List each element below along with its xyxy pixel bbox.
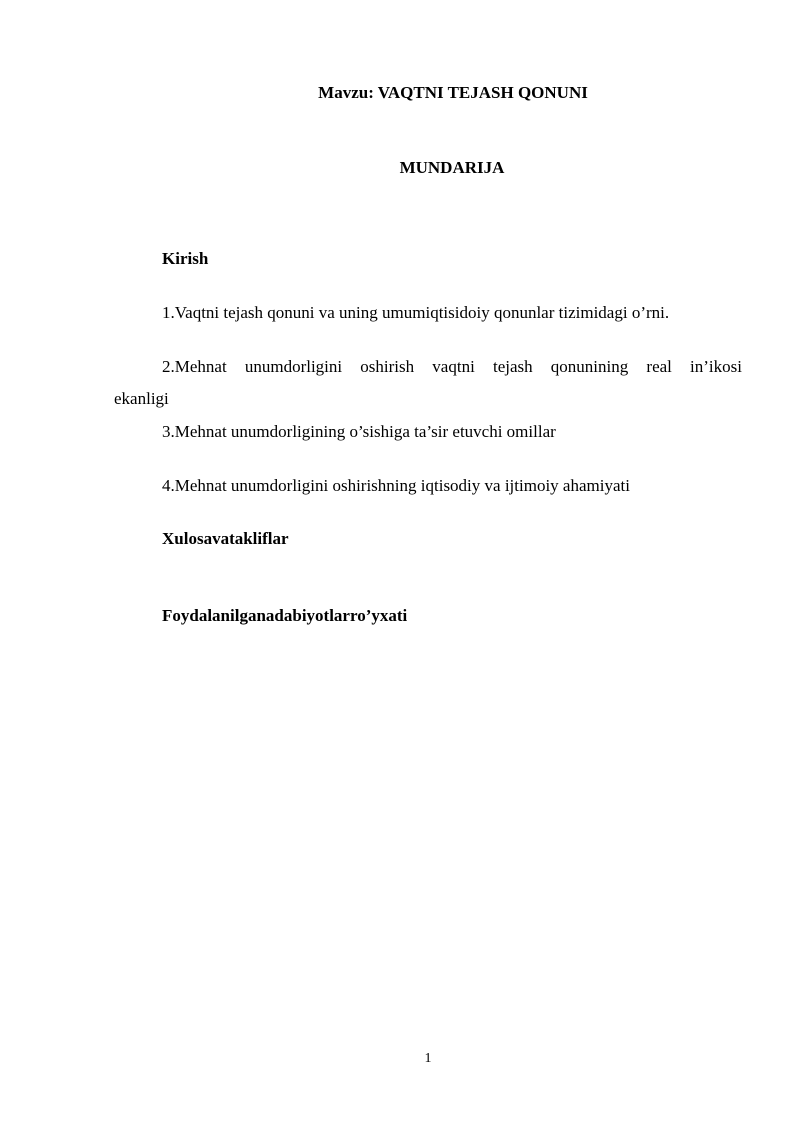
toc-entry-intro: Kirish	[162, 249, 209, 268]
toc-entry-conclusion: Xulosavatakliflar	[162, 529, 289, 548]
toc-entry-3: 3.Mehnat unumdorligining o’sishiga ta’sir etuvchi omillar	[162, 422, 556, 441]
toc-entry-references: Foydalanilganadabiyotlarro’yxati	[162, 606, 408, 625]
page-number: 1	[424, 1051, 432, 1066]
document-topic: Mavzu: VAQTNI TEJASH QONUNI	[318, 83, 588, 102]
contents-heading: MUNDARIJA	[399, 158, 505, 177]
toc-entry-4: 4.Mehnat unumdorligini oshirishning iqtisodiy va ijtimoiy ahamiyati	[162, 476, 630, 495]
toc-entry-1: 1.Vaqtni tejash qonuni va uning umumiqtisidoiy qonunlar tizimidagi o’rni.	[162, 303, 670, 322]
toc-entry-2-line-1: 2.Mehnat unumdorligini oshirish vaqtni tejash qonunining real in’ikosi	[162, 357, 742, 376]
toc-entry-2-line-2: ekanligi	[114, 389, 169, 408]
